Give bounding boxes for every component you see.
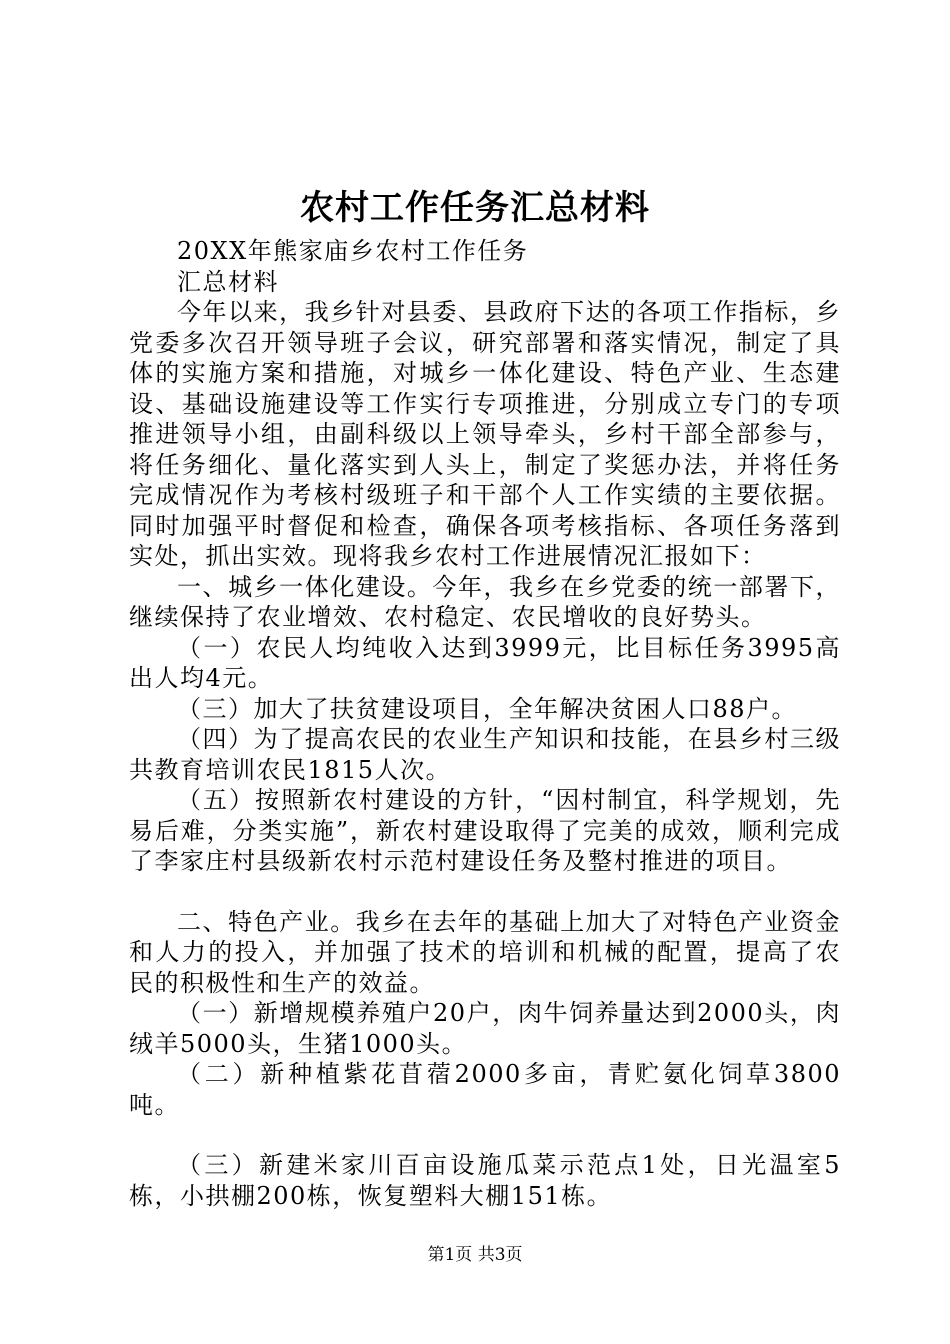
paragraph-item-1-3: （三）加大了扶贫建设项目，全年解决贫困人口88户。: [177, 694, 798, 723]
paragraph-subtitle-line2: 汇总材料: [177, 267, 279, 296]
page-footer: 第1页 共3页: [427, 1245, 523, 1265]
paragraph-item-1-4: （四）为了提高农民的农业生产知识和技能，在县乡村三级共教育培训农民1815人次。: [129, 725, 841, 784]
paragraph-item-2-3: （三）新建米家川百亩设施瓜菜示范点1处，日光温室5栋，小拱棚200栋，恢复塑料大棚151栋。: [129, 1151, 841, 1210]
paragraph-item-2-1: （一）新增规模养殖户20户，肉牛饲养量达到2000头，肉绒羊5000头，生猪1000头。: [129, 999, 841, 1058]
document-title: 农村工作任务汇总材料: [300, 188, 650, 228]
document-body: [129, 236, 841, 1211]
paragraph-item-2-2: （二）新种植紫花苜蓿2000多亩，青贮氨化饲草3800吨。: [129, 1060, 841, 1119]
paragraph-item-1-5: （五）按照新农村建设的方针，“因村制宜，科学规划，先易后难，分类实施”，新农村建设取得了完美的成效，顺利完成了李家庄村县级新农村示范村建设任务及整村推进的项目。: [129, 786, 841, 875]
paragraph-subtitle-line1: 20XX年熊家庙乡农村工作任务: [177, 237, 529, 265]
paragraph-section-1: 一、城乡一体化建设。今年，我乡在乡党委的统一部署下，继续保持了农业增效、农村稳定、农民增收的良好势头。: [129, 572, 841, 631]
paragraph-intro: 今年以来，我乡针对县委、县政府下达的各项工作指标，乡党委多次召开领导班子会议，研究部署和落实情况，制定了具体的实施方案和措施，对城乡一体化建设、特色产业、生态建设、基础设施建设等工作实行专项推进，分别成立专门的专项推进领导小组，由副科级以上领导牵头，乡村干部全部参与，将任务细化、量化落实到人头上，制定了奖惩办法，并将任务完成情况作为考核村级班子和干部个人工作实绩的主要依据。同时加强平时督促和检查，确保各项考核指标、各项任务落到实处，抓出实效。现将我乡农村工作进展情况汇报如下：: [129, 298, 841, 570]
paragraph-item-1-1: （一）农民人均纯收入达到3999元，比目标任务3995高出人均4元。: [129, 633, 841, 692]
paragraph-section-2: 二、特色产业。我乡在去年的基础上加大了对特色产业资金和人力的投入，并加强了技术的培训和机械的配置，提高了农民的积极性和生产的效益。: [129, 907, 841, 997]
